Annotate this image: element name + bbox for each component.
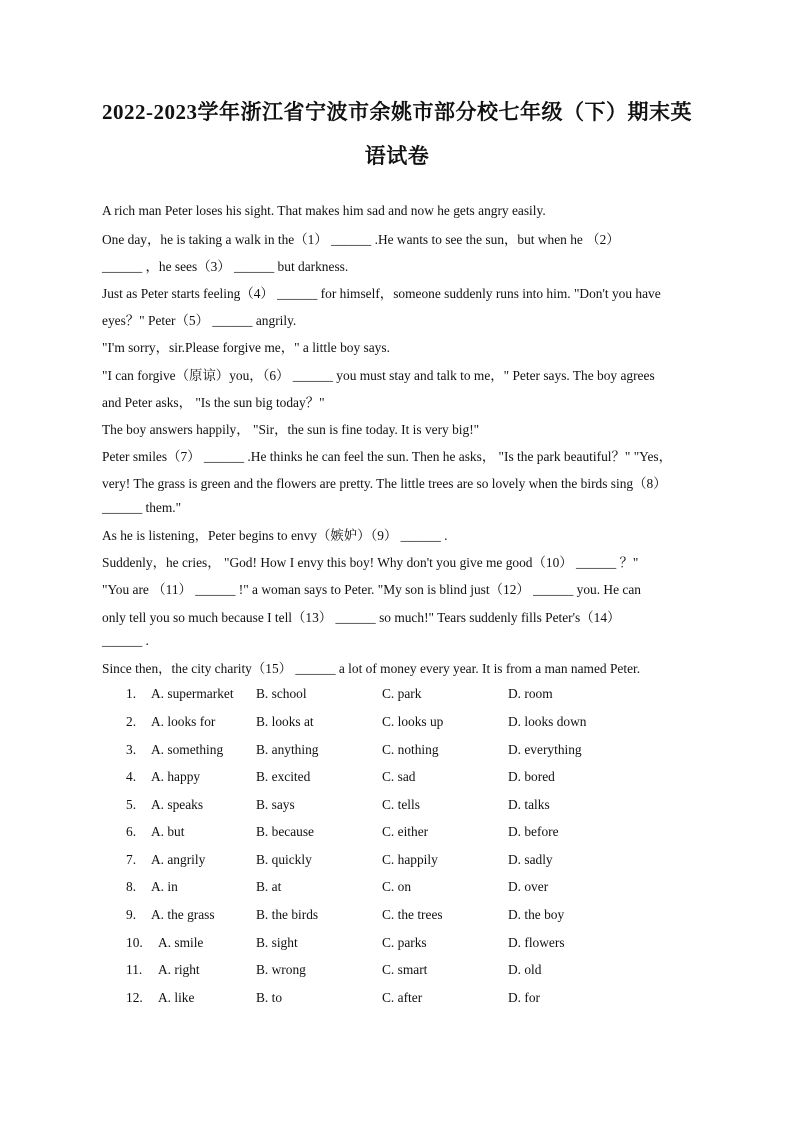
option-a: A. smile: [158, 935, 204, 950]
option-d: D. old: [508, 962, 542, 977]
question-number: 5.: [126, 797, 137, 812]
passage-line: Suddenly，he cries， "God! How I envy this boy! Why don't you give me good（10） ______ ？": [102, 555, 639, 570]
option-a: A. the grass: [151, 907, 215, 922]
question-number: 4.: [126, 769, 137, 784]
question-number: 12.: [126, 990, 143, 1005]
option-a: A. supermarket: [151, 686, 234, 701]
option-a: A. but: [151, 824, 185, 839]
passage-line: Just as Peter starts feeling（4） ______ for himself，someone suddenly runs into him. "Don't you have: [102, 286, 661, 301]
option-b: B. wrong: [256, 962, 306, 977]
option-c: C. smart: [382, 962, 428, 977]
passage-line: only tell you so much because I tell（13） ______ so much!" Tears suddenly fills Peter's（14）: [102, 610, 621, 625]
question-number: 6.: [126, 824, 137, 839]
option-d: D. flowers: [508, 935, 565, 950]
passage-line: ______ them.": [102, 500, 182, 515]
passage-line: "I'm sorry，sir.Please forgive me，" a little boy says.: [102, 340, 390, 355]
option-b: B. at: [256, 879, 282, 894]
question-number: 9.: [126, 907, 137, 922]
question-number: 10.: [126, 935, 143, 950]
option-c: C. sad: [382, 769, 416, 784]
question-number: 7.: [126, 852, 137, 867]
question-number: 2.: [126, 714, 137, 729]
option-a: A. looks for: [151, 714, 216, 729]
option-c: C. looks up: [382, 714, 444, 729]
passage-line: As he is listening，Peter begins to envy（嫉妒）（9） ______ .: [102, 528, 448, 543]
passage-line: One day，he is taking a walk in the（1） ______ .He wants to see the sun，but when he （2）: [102, 232, 620, 247]
option-d: D. for: [508, 990, 540, 1005]
option-d: D. talks: [508, 797, 550, 812]
option-b: B. says: [256, 797, 295, 812]
option-d: D. everything: [508, 742, 582, 757]
exam-title-line-2: 语试卷: [364, 144, 430, 168]
passage-line: very! The grass is green and the flowers are pretty. The little trees are so lovely when the birds sing（8）: [102, 476, 667, 491]
question-number: 1.: [126, 686, 137, 701]
option-d: D. before: [508, 824, 559, 839]
option-b: B. sight: [256, 935, 298, 950]
passage-line: eyes？" Peter（5） ______ angrily.: [102, 313, 297, 328]
option-a: A. like: [158, 990, 195, 1005]
option-c: C. nothing: [382, 742, 439, 757]
passage-line: "You are （11） ______ !" a woman says to Peter. "My son is blind just（12） ______ you. He can: [102, 582, 641, 597]
option-b: B. anything: [256, 742, 319, 757]
option-d: D. the boy: [508, 907, 565, 922]
option-b: B. because: [256, 824, 315, 839]
option-b: B. the birds: [256, 907, 319, 922]
passage-line: A rich man Peter loses his sight. That makes him sad and now he gets angry easily.: [102, 203, 546, 218]
option-d: D. sadly: [508, 852, 553, 867]
option-a: A. speaks: [151, 797, 204, 812]
passage-line: ______ .: [102, 633, 149, 648]
passage-line: ______ ，he sees（3） ______ but darkness.: [102, 259, 349, 274]
option-b: B. to: [256, 990, 283, 1005]
option-c: C. after: [382, 990, 423, 1005]
question-number: 8.: [126, 879, 137, 894]
passage-line: "I can forgive（原谅）you，（6） ______ you must stay and talk to me，" Peter says. The boy agrees: [102, 368, 655, 383]
exam-title-line-1: 2022-2023学年浙江省宁波市余姚市部分校七年级（下）期末英: [102, 100, 692, 124]
passage-line: Since then，the city charity（15） ______ a lot of money every year. It is from a man named Peter.: [102, 661, 641, 676]
option-a: A. right: [158, 962, 200, 977]
option-b: B. looks at: [256, 714, 314, 729]
option-c: C. the trees: [382, 907, 443, 922]
option-b: B. school: [256, 686, 307, 701]
option-c: C. tells: [382, 797, 420, 812]
option-c: C. happily: [382, 852, 438, 867]
option-a: A. angrily: [151, 852, 206, 867]
question-number: 11.: [126, 962, 143, 977]
passage-line: The boy answers happily， "Sir，the sun is fine today. It is very big!": [102, 422, 480, 437]
option-b: B. excited: [256, 769, 311, 784]
option-a: A. something: [151, 742, 224, 757]
option-c: C. on: [382, 879, 412, 894]
option-b: B. quickly: [256, 852, 312, 867]
option-d: D. looks down: [508, 714, 587, 729]
option-d: D. over: [508, 879, 549, 894]
option-c: C. park: [382, 686, 422, 701]
option-d: D. room: [508, 686, 553, 701]
passage-line: Peter smiles（7） ______ .He thinks he can feel the sun. Then he asks， "Is the park beautiful？" "Yes，: [102, 449, 673, 464]
passage-line: and Peter asks， "Is the sun big today？": [102, 395, 325, 410]
option-c: C. either: [382, 824, 429, 839]
option-c: C. parks: [382, 935, 427, 950]
option-d: D. bored: [508, 769, 555, 784]
option-a: A. happy: [151, 769, 201, 784]
option-a: A. in: [151, 879, 178, 894]
question-number: 3.: [126, 742, 137, 757]
